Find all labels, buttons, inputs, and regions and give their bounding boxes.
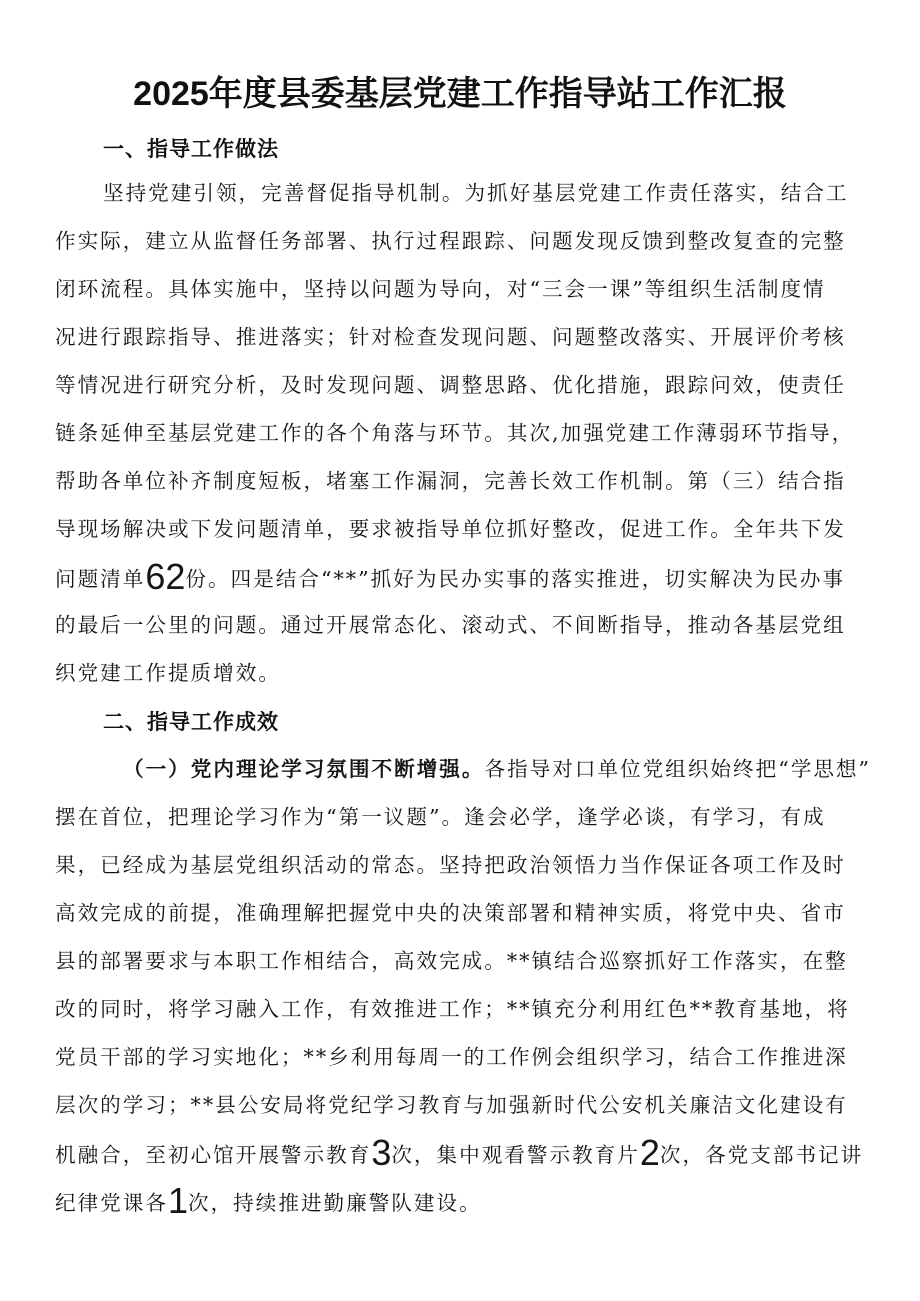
paragraph-line: 帮助各单位补齐制度短板，堵塞工作漏洞，完善长效工作机制。第（三）结合指 [55,469,846,493]
paragraph-line: 况进行跟踪指导、推进落实；针对检查发现问题、问题整改落实、开展评价考核 [55,325,846,349]
text-segment: 机融合，至初心馆开展警示教育 [55,1143,372,1167]
text-segment: 问题清单 [55,567,146,591]
text-segment: 次，持续推进勤廉警队建设。 [188,1191,482,1215]
section-heading-practices: 一、指导工作做法 [103,137,279,161]
paragraph-line: 等情况进行研究分析，及时发现问题、调整思路、优化措施，跟踪问效，使责任 [55,373,846,397]
paragraph-line: 导现场解决或下发问题清单，要求被指导单位抓好整改，促进工作。全年共下发 [55,517,846,541]
text-segment: 份。四是结合“**”抓好为民办实事的落实推进，切实解决为民办事 [185,567,846,591]
section-heading-results: 二、指导工作成效 [103,710,279,734]
paragraph-line: 坚持党建引领，完善督促指导机制。为抓好基层党建工作责任落实，结合工 [103,181,849,205]
paragraph-line: 链条延伸至基层党建工作的各个角落与环节。其次,加强党建工作薄弱环节指导， [55,421,855,445]
paragraph-line: 县的部署要求与本职工作相结合，高效完成。**镇结合巡察抓好工作落实，在整 [55,949,848,973]
paragraph-line [55,1132,870,1173]
paragraph-line [123,754,870,784]
paragraph-line: 织党建工作提质增效。 [55,661,281,685]
party-lecture-count: 1 [167,1180,188,1221]
paragraph-line: 改的同时，将学习融入工作，有效推进工作；**镇充分利用红色**教育基地，将 [55,997,850,1021]
warning-education-count: 3 [371,1132,392,1173]
text-segment: 纪律党课各 [55,1191,168,1215]
paragraph-line [55,1180,870,1221]
warning-film-count: 2 [639,1132,660,1173]
paragraph-line: 闭环流程。具体实施中，坚持以问题为导向，对“三会一课”等组织生活制度情 [55,277,826,301]
text-segment: 次，各党支部书记讲 [659,1143,864,1167]
paragraph-line: 党员干部的学习实地化；**乡利用每周一的工作例会组织学习，结合工作推进深 [55,1045,848,1069]
paragraph-line: 高效完成的前提，准确理解把握党中央的决策部署和精神实质，将党中央、省市 [55,901,846,925]
paragraph-line: 层次的学习；**县公安局将党纪学习教育与加强新时代公安机关廉洁文化建设有 [55,1093,848,1117]
paragraph-line [55,556,870,597]
text-segment: 各指导对口单位党组织始终把“学思想” [484,757,872,781]
paragraph-line: 果，已经成为基层党组织活动的常态。坚持把政治领悟力当作保证各项工作及时 [55,853,846,877]
issue-list-count: 62 [145,556,186,597]
paragraph-line: 的最后一公里的问题。通过开展常态化、滚动式、不间断指导，推动各基层党组 [55,613,846,637]
text-segment: 次，集中观看警示教育片 [391,1143,640,1167]
paragraph-line: 作实际，建立从监督任务部署、执行过程跟踪、问题发现反馈到整改复查的完整 [55,229,846,253]
subsection-heading: （一）党内理论学习氛围不断增强。 [123,757,485,781]
paragraph-line: 摆在首位，把理论学习作为“第一议题”。逢会必学，逢学必谈，有学习，有成 [55,805,826,829]
document-title: 2025年度县委基层党建工作指导站工作汇报 [133,75,787,113]
